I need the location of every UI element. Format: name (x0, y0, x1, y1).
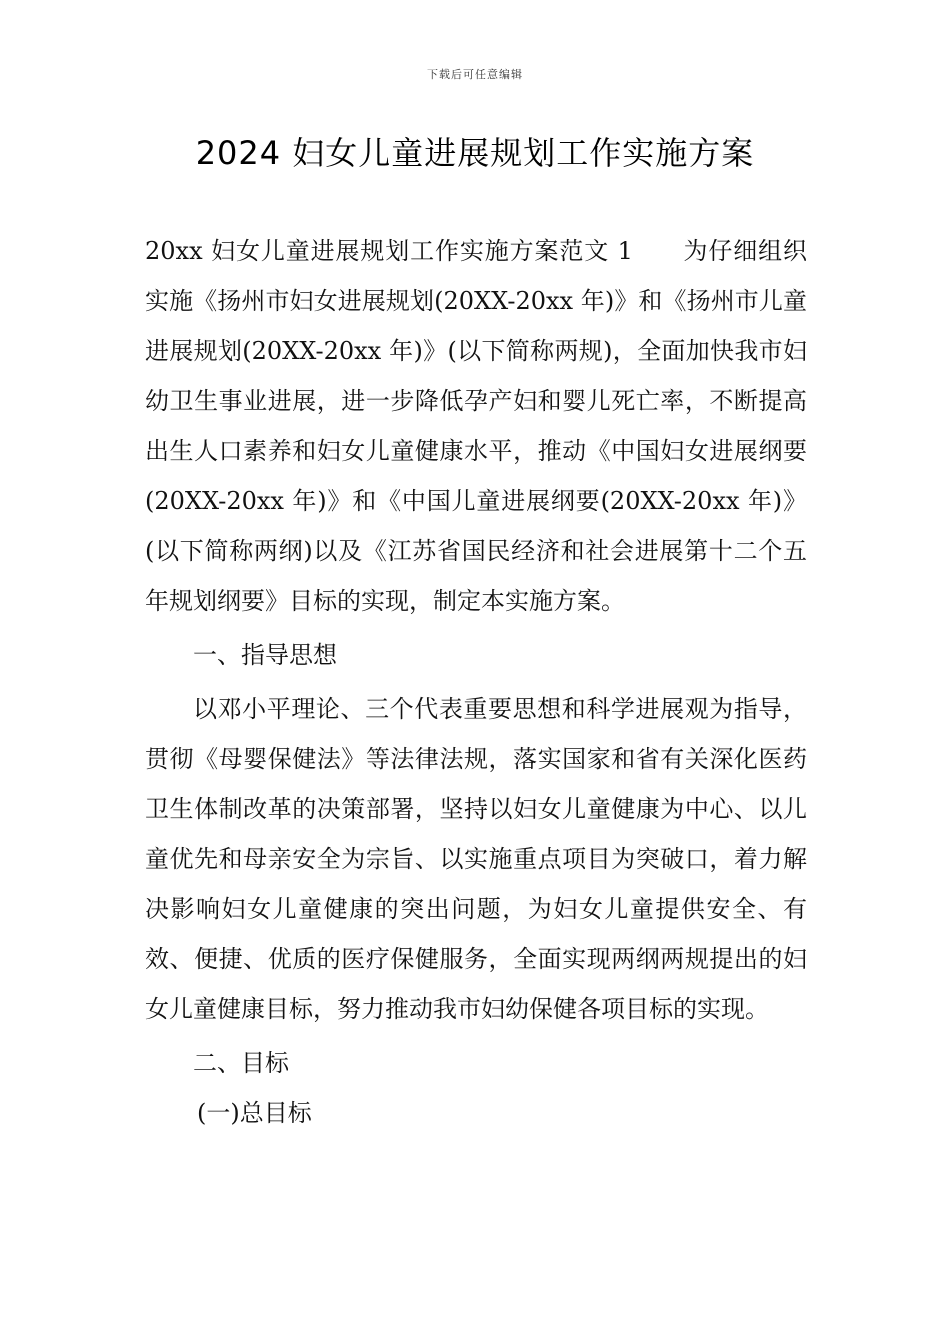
sub-heading-overall-goal: (一)总目标 (197, 1099, 312, 1127)
header-note: 下载后可任意编辑 (427, 68, 523, 81)
section-heading-guiding-ideology: 一、指导思想 (193, 641, 337, 669)
section-heading-goals: 二、目标 (193, 1049, 289, 1077)
guiding-ideology-paragraph: 以邓小平理论、三个代表重要思想和科学进展观为指导，贯彻《母婴保健法》等法律法规，落实国家和省有关深化医药卫生体制改革的决策部署，坚持以妇女儿童健康为中心、以儿童优先和母亲安全为宗旨、以实施重点项目为突破口，着力解决影响妇女儿童健康的突出问题，为妇女儿童提供安全、有效、便捷、优质的医疗保健服务，全面实现两纲两规提出的妇女儿童健康目标，努力推动我市妇幼保健各项目标的实现。 (145, 695, 807, 1023)
document-body (145, 226, 807, 1138)
intro-paragraph: 20xx 妇女儿童进展规划工作实施方案范文 1 为仔细组织实施《扬州市妇女进展规划(20XX-20xx 年)》和《扬州市儿童进展规划(20XX-20xx 年)》(以下简称两规)，全面加快我市妇幼卫生事业进展，进一步降低孕产妇和婴儿死亡率，不断提高出生人口素养和妇女儿童健康水平，推动《中国妇女进展纲要(20XX-20xx 年)》和《中国儿童进展纲要(20XX-20xx 年)》(以下简称两纲)以及《江苏省国民经济和社会进展第十二个五年规划纲要》目标的实现，制定本实施方案。 (145, 237, 807, 615)
document-title: 2024 妇女儿童进展规划工作实施方案 (195, 134, 755, 172)
